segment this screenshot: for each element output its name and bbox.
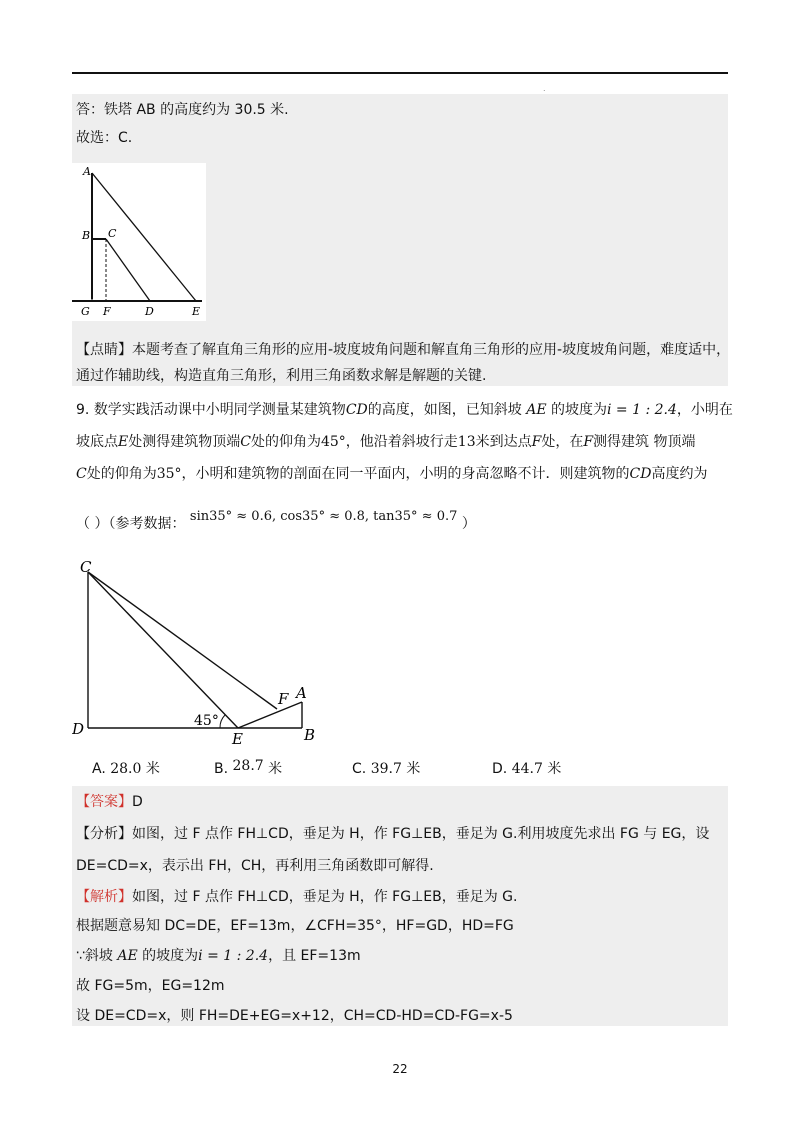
var-ae: AE [526,402,547,418]
question-text: 的坡度为 [551,402,607,418]
answer-value: D [132,794,143,810]
analysis-line1 [76,824,709,844]
analysis-text1: 如图，过 F 点作 FH⊥CD，垂足为 H，作 FG⊥EB，垂足为 G.利用坡度先求出 FG 与 EG，设 [132,826,710,842]
header-dot: . [543,84,546,93]
question-text: 处的仰角为 [86,466,157,482]
analysis-line2: DE=CD=x，表示出 FH，CH，再利用三角函数即可解得. [76,858,434,874]
solution-tag: 【解析】 [76,889,132,905]
angle-label: 45° [194,713,219,729]
option-value: 44.7 [511,761,543,777]
question-text: 坡底点 [76,434,118,450]
question-line2 [76,432,696,452]
option-d [492,758,561,778]
var-c: C [76,466,87,482]
var-e: E [118,434,129,450]
var-ae: AE [117,948,138,964]
label-b: B [82,229,91,242]
solution-line5: 设 DE=CD=x，则 FH=DE+EG=x+12，CH=CD-HD=CD-FG=x-5 [76,1008,513,1024]
header-rule [72,72,728,74]
line-ce [88,572,238,728]
dianjing-text1: 本题考查了解直角三角形的应用-坡度坡角问题和解直角三角形的应用-坡度坡角问题，难度适中， [132,342,731,358]
question-text: 数学实践活动课中小明同学测量某建筑物 [93,402,346,418]
question-text: 处，在 [541,434,584,450]
option-a [92,758,160,778]
slope-value: i = 1 : 2.4 [607,402,677,418]
dianjing-line1 [76,340,730,360]
label-f: F [103,305,111,318]
page-number: 22 [392,1062,408,1076]
figure-building [72,558,332,748]
figure-tower [72,163,206,321]
solution-line4: 故 FG=5m，EG=12m [76,978,225,994]
label-e: E [232,730,243,748]
question-text: 米到达点 [475,434,532,450]
option-letter: B. [214,761,229,777]
solution-text: ，且 EF=13m [268,948,361,964]
var-cd: CD [629,466,652,482]
option-value: 28.7 [232,758,264,774]
option-letter: D. [492,761,508,777]
solution-text: 的坡度为 [142,948,199,964]
option-unit: 米 [547,761,562,777]
question-line1 [76,400,733,420]
label-b: B [304,726,316,744]
question-reference [76,509,476,535]
solution-line3 [76,946,361,966]
question-text: 测得建筑 物顶端 [593,434,696,450]
option-letter: C. [352,761,367,777]
label-c: C [80,558,92,576]
dianjing-line2: 通过作辅助线，构造直角三角形，利用三角函数求解是解题的关键. [76,368,487,384]
option-unit: 米 [406,761,421,777]
length-13: 13 [457,434,476,450]
choice-line: 故选：C. [76,130,133,146]
label-d: D [145,305,154,318]
solution-text1: 如图，过 F 点作 FH⊥CD，垂足为 H，作 FG⊥EB，垂足为 G. [132,889,518,905]
option-letter: A. [92,761,106,777]
question-text: 高度约为 [651,466,708,482]
label-a: A [296,684,307,702]
answer-tag: 【答案】 [76,794,132,810]
option-value: 39.7 [370,761,402,777]
solution-line1 [76,887,517,907]
analysis-tag: 【分析】 [76,826,132,842]
question-text: ） [461,516,476,532]
option-value: 28.0 [110,761,142,777]
label-g: G [81,305,90,318]
question-text: ，小明和建筑物的剖面在同一平面内，小明的身高忽略不计．则建筑物的 [181,466,630,482]
var-f: F [531,434,542,450]
question-line3 [76,464,707,484]
var-f: F [583,434,594,450]
question-text: 的高度，如图，已知斜坡 [367,402,522,418]
var-cd: CD [345,402,368,418]
option-unit: 米 [268,761,283,777]
label-d: D [72,720,85,738]
option-c [352,758,420,778]
slope-value: i = 1 : 2.4 [198,948,269,964]
question-number: 9. [76,402,90,418]
var-c: C [240,434,251,450]
question-text: （ ）（参考数据： [76,516,186,532]
label-e: E [192,305,201,318]
solution-line2: 根据题意易知 DC=DE，EF=13m，∠CFH=35°，HF=GD，HD=FG [76,918,514,934]
label-c: C [108,227,117,240]
slope-ea [238,702,302,728]
dianjing-tag: 【点睛】 [76,342,132,358]
question-text: ，小明在 [676,402,733,418]
solution-text: ∵斜坡 [76,948,113,964]
question-text: ，他沿着斜坡行走 [345,434,458,450]
option-unit: 米 [145,761,160,777]
reference-data: sin35° ≈ 0.6, cos35° ≈ 0.8, tan35° ≈ 0.7 [189,509,458,524]
answer-row [76,792,143,812]
label-a: A [83,165,91,178]
label-f: F [278,690,289,708]
angle-arc [220,715,225,728]
question-text: 处的仰角为 [250,434,321,450]
option-b [214,758,282,778]
line-cf [88,572,277,709]
angle-35: 35° [156,466,182,482]
angle-45: 45° [320,434,346,450]
question-text: 处测得建筑物顶端 [128,434,241,450]
answer-line: 答：铁塔 AB 的高度约为 30.5 米. [76,102,289,118]
